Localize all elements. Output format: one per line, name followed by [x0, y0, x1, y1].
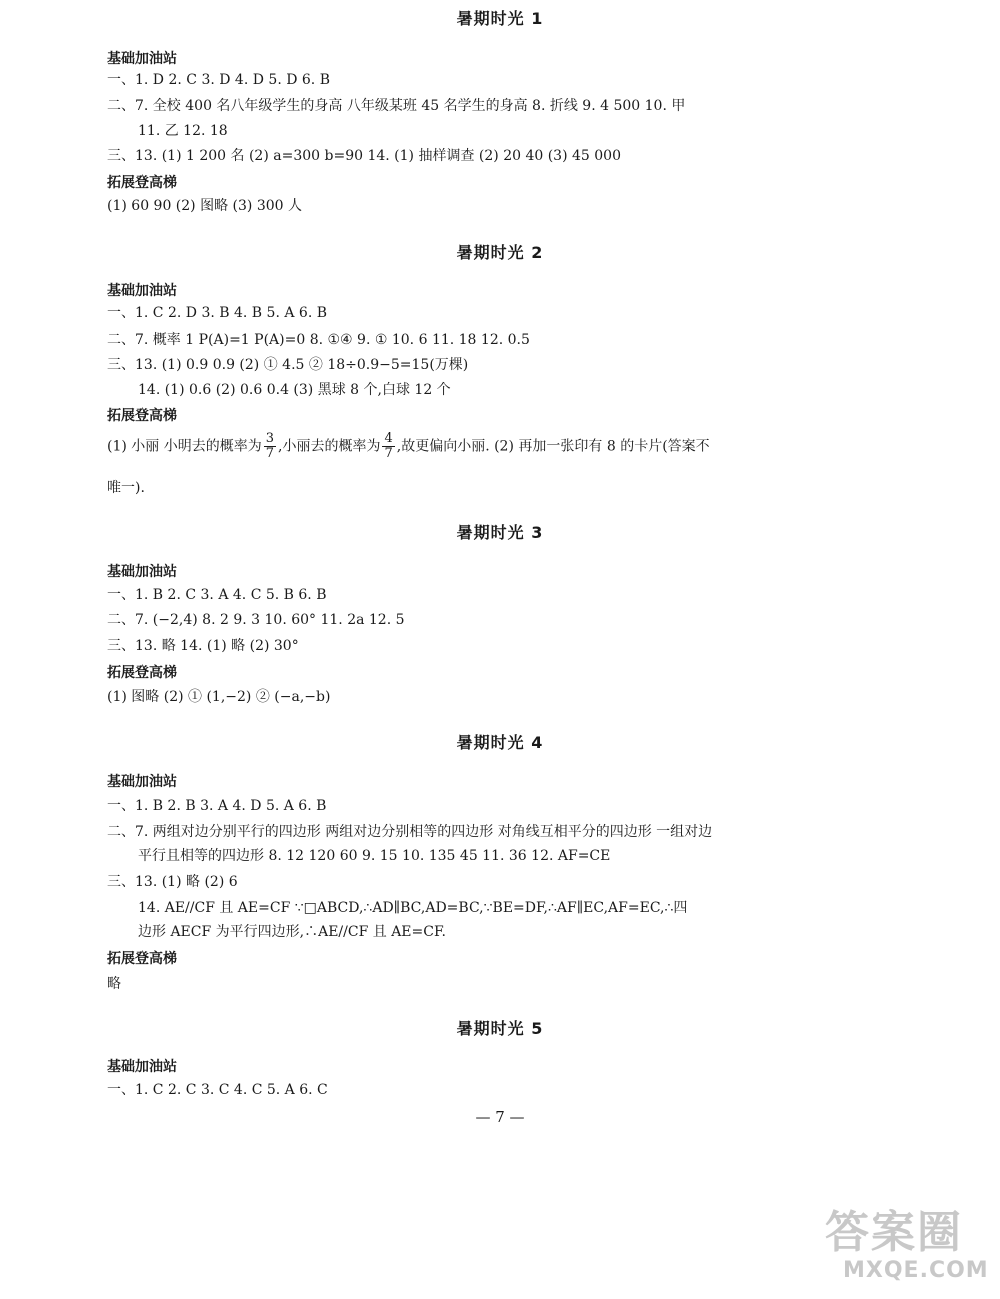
fraction-numerator: 4: [384, 431, 393, 446]
section-title-4: 暑期时光 4: [456, 733, 544, 752]
answer-line: 一、1. D 2. C 3. D 4. D 5. D 6. B: [107, 72, 330, 88]
answer-line: 14. AE//CF 且 AE=CF ∵□ABCD,∴AD∥BC,AD=BC,∵BE=DF,∴AF∥EC,AF=EC,∴四: [138, 900, 688, 916]
watermark-url: MXQE.COM: [843, 1258, 989, 1283]
answer-line: 14. (1) 0.6 (2) 0.6 0.4 (3) 黑球 8 个,白球 12 个: [138, 382, 451, 398]
ext-line: 略: [107, 976, 121, 992]
answer-line: 平行且相等的四边形 8. 12 120 60 9. 15 10. 135 45 11. 36 12. AF=CE: [138, 848, 611, 864]
ext-label-4: 拓展登高梯: [107, 951, 177, 967]
ext-label-2: 拓展登高梯: [107, 408, 177, 424]
answer-line: 一、1. C 2. C 3. C 4. C 5. A 6. C: [107, 1082, 328, 1098]
answer-line: 二、7. 全校 400 名八年级学生的身高 八年级某班 45 名学生的身高 8. 折线 9. 4 500 10. 甲: [107, 98, 686, 114]
basic-label-2: 基础加油站: [107, 283, 177, 299]
ext-line: 唯一).: [107, 480, 145, 496]
section-title-3: 暑期时光 3: [456, 523, 544, 542]
page-number: — 7 —: [475, 1108, 525, 1126]
fraction-denominator: 7: [384, 446, 393, 461]
fraction-denominator: 7: [265, 446, 275, 461]
answer-line: 三、13. (1) 1 200 名 (2) a=300 b=90 14. (1) 抽样调查 (2) 20 40 (3) 45 000: [107, 148, 621, 164]
answer-line: 一、1. C 2. D 3. B 4. B 5. A 6. B: [107, 305, 328, 321]
ext-text: ,故更偏向小丽. (2) 再加一张印有 8 的卡片(答案不: [396, 438, 710, 455]
answer-line: 11. 乙 12. 18: [138, 123, 228, 139]
answer-line: 二、7. (−2,4) 8. 2 9. 3 10. 60° 11. 2a 12. 5: [107, 612, 405, 628]
answer-line: 二、7. 概率 1 P(A)=1 P(A)=0 8. ①④ 9. ① 10. 6 11. 18 12. 0.5: [107, 332, 530, 348]
section-title-1: 暑期时光 1: [456, 9, 544, 28]
fraction: [382, 432, 394, 461]
ext-line-fraction: [107, 432, 710, 461]
ext-line: (1) 60 90 (2) 图略 (3) 300 人: [107, 198, 302, 214]
ext-line: (1) 图略 (2) ① (1,−2) ② (−a,−b): [107, 689, 331, 705]
answer-line: 边形 AECF 为平行四边形,∴AE//CF 且 AE=CF.: [138, 924, 446, 940]
basic-label-3: 基础加油站: [107, 564, 177, 580]
ext-label-1: 拓展登高梯: [107, 175, 177, 191]
watermark-logo: 答案圈: [825, 1207, 963, 1258]
answer-line: 三、13. 略 14. (1) 略 (2) 30°: [107, 638, 299, 654]
basic-label-4: 基础加油站: [107, 774, 177, 790]
answer-line: 二、7. 两组对边分别平行的四边形 两组对边分别相等的四边形 对角线互相平分的四边形 一组对边: [107, 824, 713, 840]
answer-line: 三、13. (1) 略 (2) 6: [107, 874, 238, 890]
basic-label-1: 基础加油站: [107, 51, 177, 67]
section-title-5: 暑期时光 5: [456, 1019, 544, 1038]
answer-line: 一、1. B 2. C 3. A 4. C 5. B 6. B: [107, 587, 327, 603]
fraction-numerator: 3: [265, 431, 275, 446]
answer-line: 一、1. B 2. B 3. A 4. D 5. A 6. B: [107, 798, 327, 814]
basic-label-5: 基础加油站: [107, 1059, 177, 1075]
section-title-2: 暑期时光 2: [456, 243, 544, 262]
ext-text: ,小丽去的概率为: [278, 438, 381, 455]
ext-label-3: 拓展登高梯: [107, 665, 177, 681]
watermark: [825, 1196, 995, 1294]
answer-line: 三、13. (1) 0.9 0.9 (2) ① 4.5 ② 18÷0.9−5=15(万棵): [107, 357, 469, 373]
ext-text: (1) 小丽 小明去的概率为: [107, 438, 262, 455]
fraction: [264, 432, 276, 461]
